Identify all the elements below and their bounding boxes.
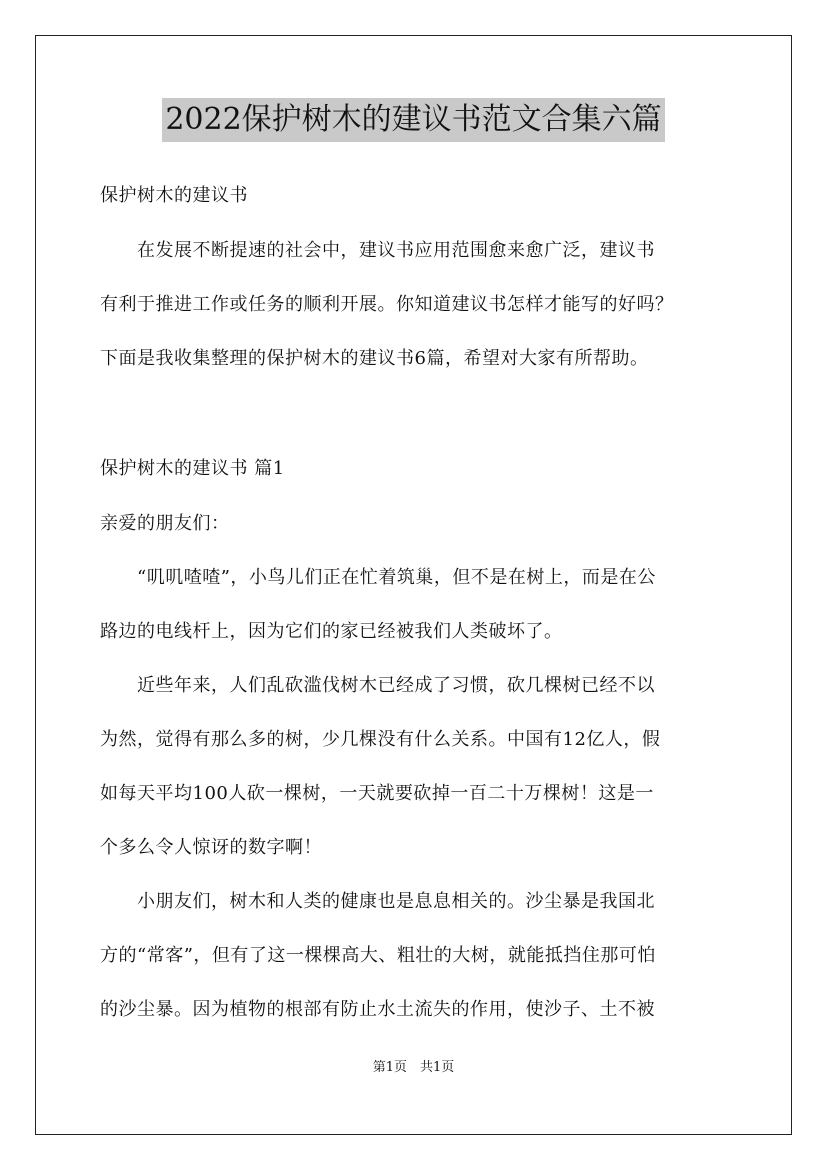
document-title: 2022保护树木的建议书范文合集六篇 xyxy=(162,98,664,142)
para3-line-1: 小朋友们，树木和人类的健康也是息息相关的。沙尘暴是我国北 xyxy=(100,891,655,912)
para3-line-3: 的沙尘暴。因为植物的根部有防止水土流失的作用，使沙子、土不被 xyxy=(100,999,655,1020)
title-container xyxy=(0,98,827,142)
intro-line-2: 有利于推进工作或任务的顺利开展。你知道建议书怎样才能写的好吗？ xyxy=(100,294,674,315)
para2-line-2: 为然，觉得有那么多的树，少几棵没有什么关系。中国有12亿人，假 xyxy=(100,729,661,750)
para2-line-1: 近些年来，人们乱砍滥伐树木已经成了习惯，砍几棵树已经不以 xyxy=(100,675,655,696)
page-footer: 第1页 共1页 xyxy=(372,1060,455,1075)
para1-line-1: “叽叽喳喳”，小鸟儿们正在忙着筑巢，但不是在树上，而是在公 xyxy=(100,567,656,588)
salutation: 亲爱的朋友们： xyxy=(100,513,230,534)
section-heading: 保护树木的建议书 篇1 xyxy=(100,458,285,479)
para2-line-3: 如每天平均100人砍一棵树，一天就要砍掉一百二十万棵树！这是一 xyxy=(100,783,654,804)
para1-line-2: 路边的电线杆上，因为它们的家已经被我们人类破坏了。 xyxy=(100,621,563,642)
para3-line-2: 方的“常客”，但有了这一棵棵高大、粗壮的大树，就能抵挡住那可怕 xyxy=(100,945,656,966)
intro-line-1: 在发展不断提速的社会中，建议书应用范围愈来愈广泛，建议书 xyxy=(100,240,655,261)
intro-line-3: 下面是我收集整理的保护树木的建议书6篇，希望对大家有所帮助。 xyxy=(100,348,649,369)
para2-line-4: 个多么令人惊讶的数字啊！ xyxy=(100,837,322,858)
intro-heading: 保护树木的建议书 xyxy=(100,185,248,206)
